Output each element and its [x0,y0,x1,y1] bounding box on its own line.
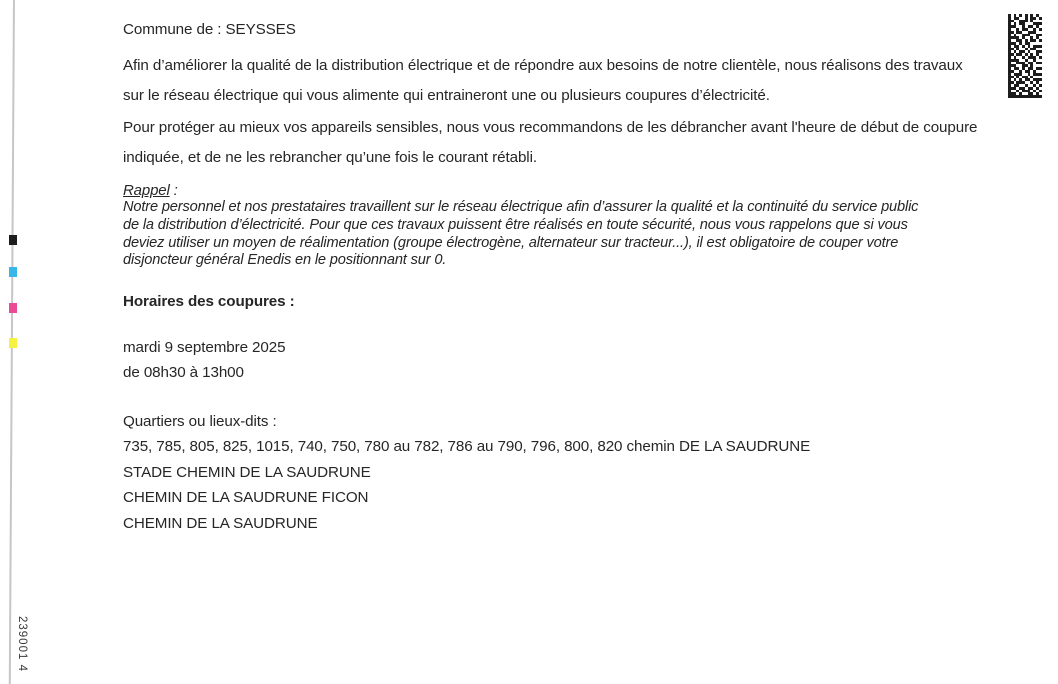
black-registration-mark [9,235,17,245]
datamatrix-barcode [1008,14,1042,98]
cyan-registration-mark [9,267,17,277]
rappel-line: disjoncteur général Enedis en le positionnant sur 0. [123,252,447,269]
intro-line: sur le réseau électrique qui vous alimente qui entraineront une ou plusieurs coupures d’électricité. [123,86,770,104]
spool-number: 239001 4 [16,616,28,672]
magenta-registration-mark [9,303,17,313]
rappel-paragraph [123,199,918,270]
yellow-registration-mark [9,338,17,348]
outage-date: mardi 9 septembre 2025 [123,339,286,356]
locations-list [123,434,810,536]
intro-line: Afin d’améliorer la qualité de la distribution électrique et de répondre aux besoins de notre clientèle, nous réalisons des travaux [123,57,963,74]
horaires-heading: Horaires des coupures : [123,293,295,310]
quartiers-heading: Quartiers ou lieux-dits : [123,413,277,430]
advice-line: indiquée, et de ne les rebrancher qu’une fois le courant rétabli. [123,149,537,166]
location-item: CHEMIN DE LA SAUDRUNE FICON [123,489,369,507]
advice-line: Pour protéger au mieux vos appareils sensibles, nous vous recommandons de les débrancher avant l'heure de début de coupure [123,119,978,136]
rappel-line: de la distribution d’électricité. Pour que ces travaux puissent être réalisés en toute sécurité, nous vous rappelons que si vous [123,216,908,233]
rappel-line: deviez utiliser un moyen de réalimentation (groupe électrogène, alternateur sur tracteur...), il est obligatoire de couper votre [123,234,899,251]
location-item: 735, 785, 805, 825, 1015, 740, 750, 780 au 782, 786 au 790, 796, 800, 820 chemin DE LA SAUDRUNE [123,438,811,455]
location-item: STADE CHEMIN DE LA SAUDRUNE [123,463,371,481]
intro-paragraph [123,51,963,110]
rappel-title: Rappel [123,182,170,199]
advice-paragraph [123,113,977,173]
rappel-colon: : [169,182,178,199]
location-item: CHEMIN DE LA SAUDRUNE [123,514,318,532]
rappel-line: Notre personnel et nos prestataires travaillent sur le réseau électrique afin d’assurer la qualité et la continuité du service public [123,199,919,215]
commune-line: Commune de : SEYSSES [123,21,296,38]
outage-time: de 08h30 à 13h00 [123,364,244,381]
rappel-heading [123,182,178,200]
